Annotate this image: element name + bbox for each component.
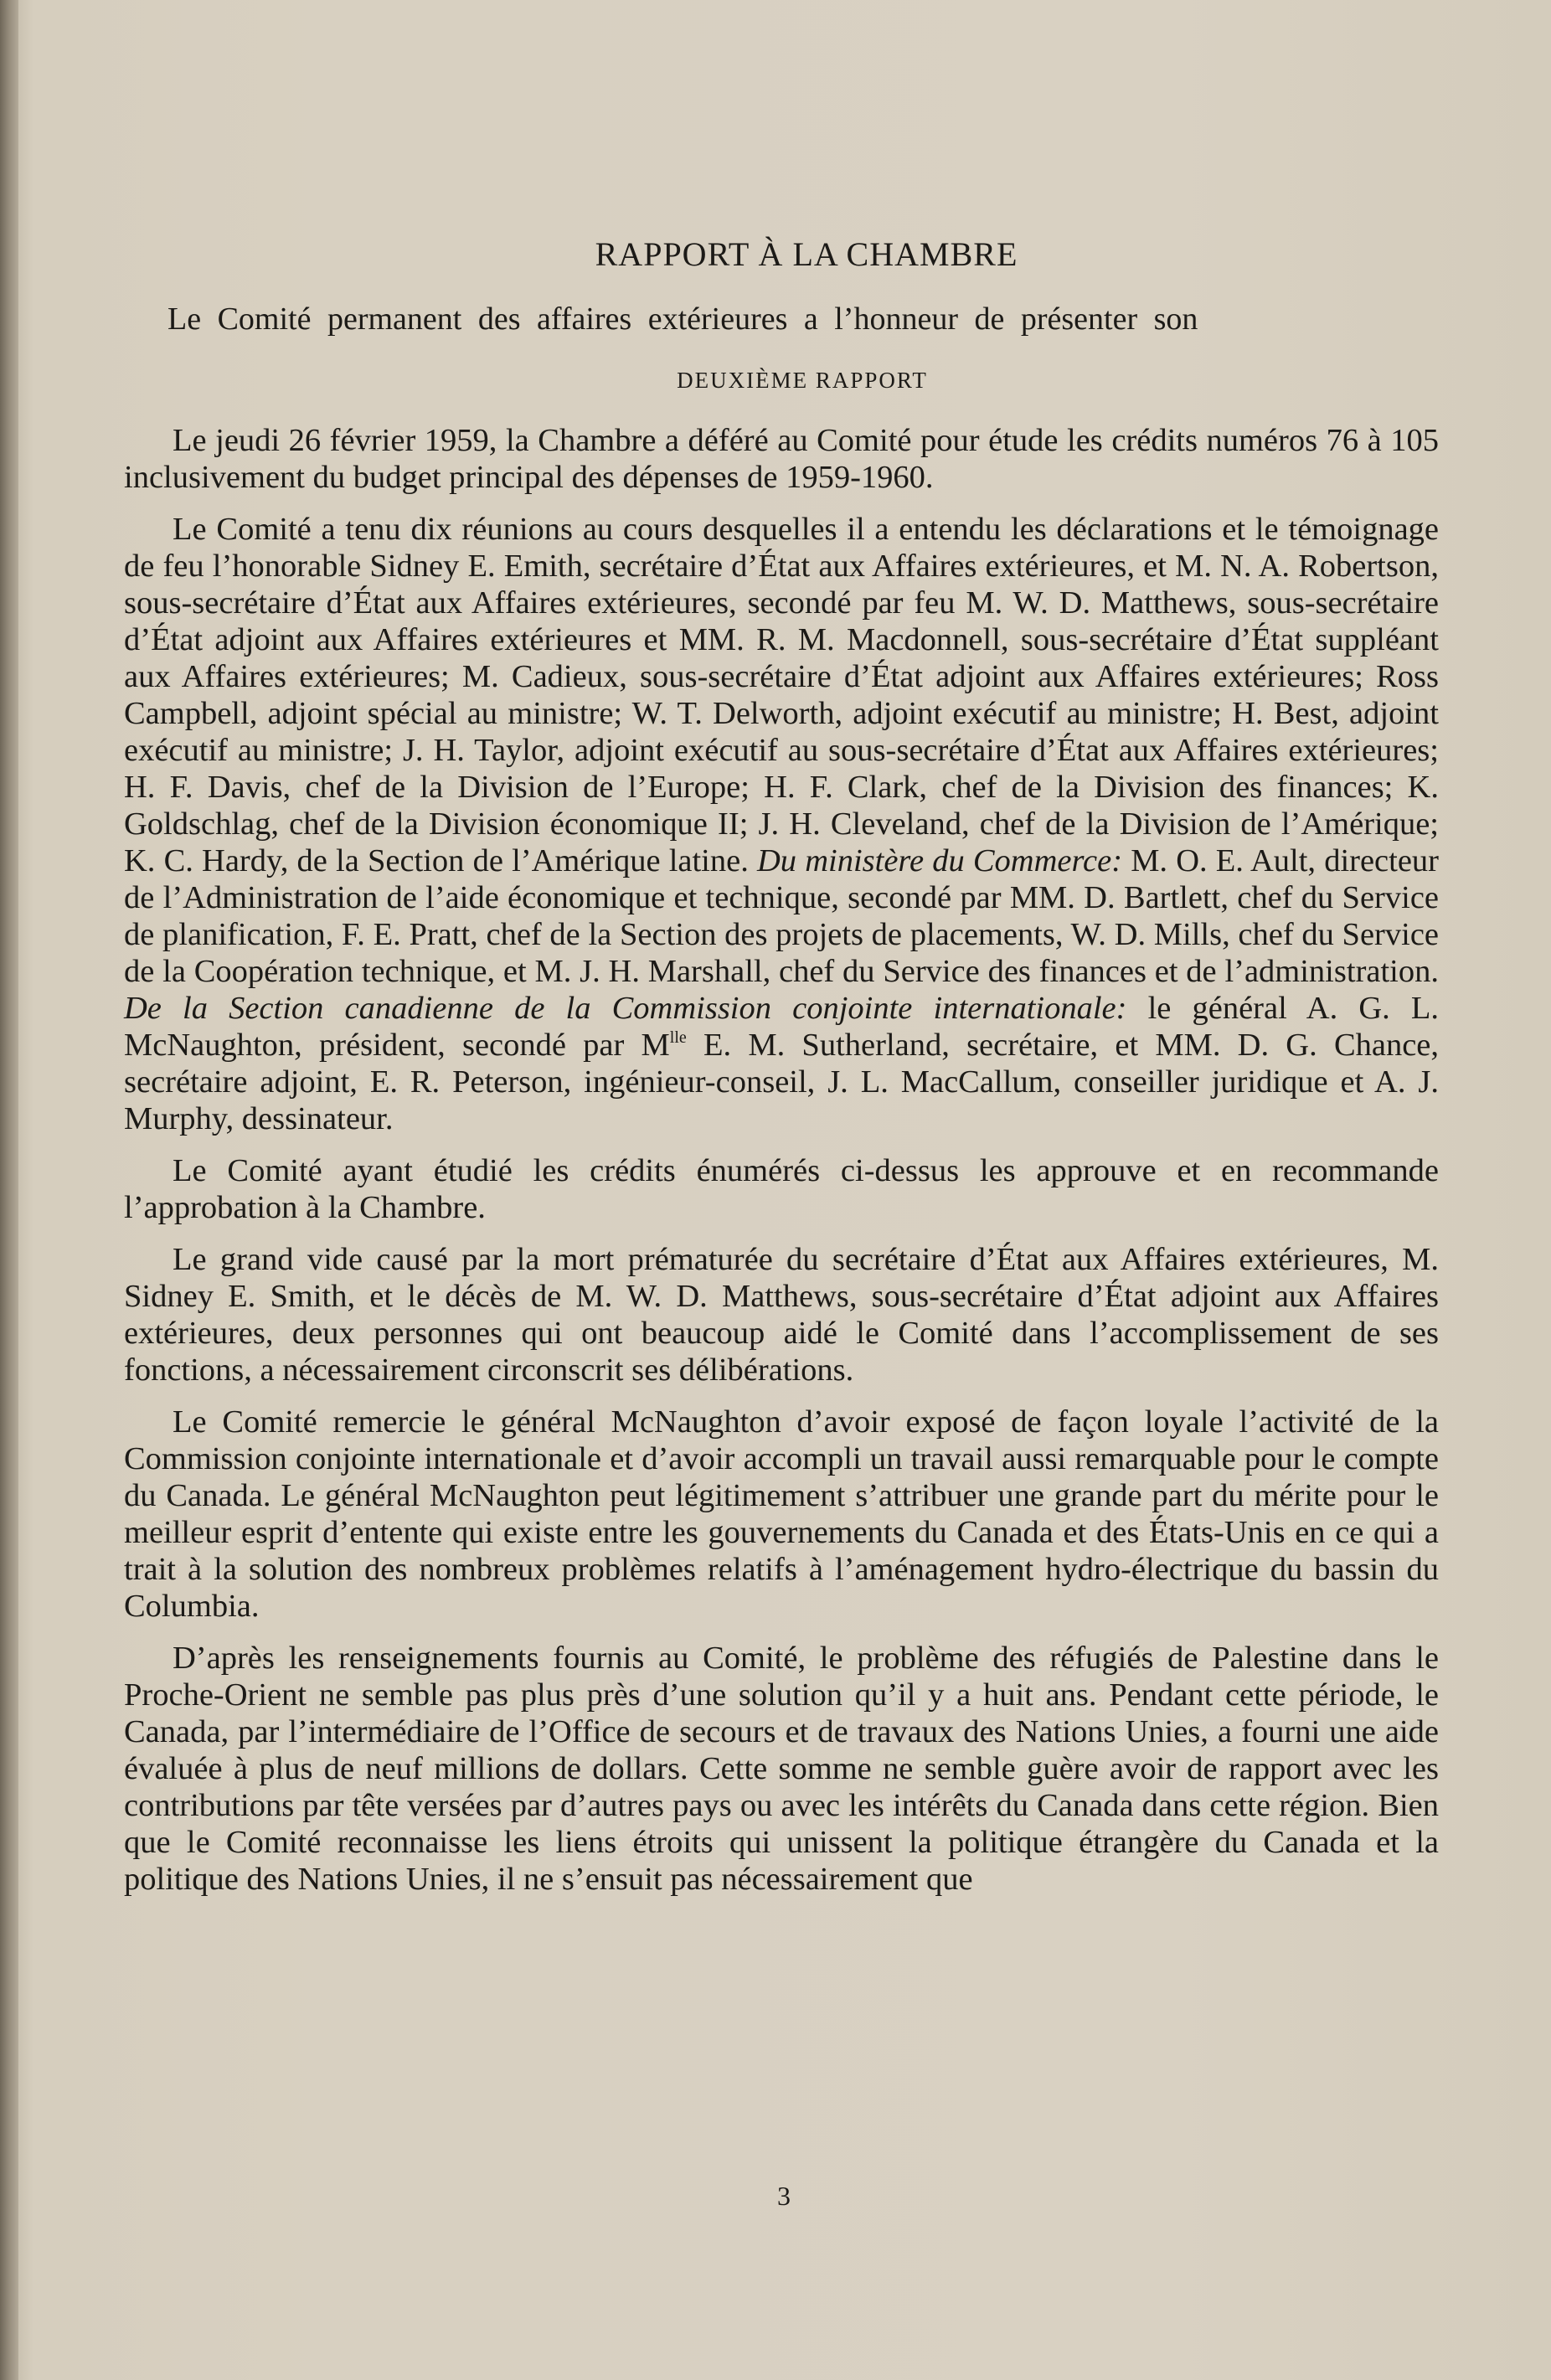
paragraph-refugees: D’après les renseignements fournis au Comité, le problème des réfugiés de Palestine dans le Proche-Orient ne semble pas plus près d’une solution qu’il y a huit ans. Pendant cette période, le Canada, par l’intermédiaire de l’Office de secours et de travaux des Nations Unies, a fourni une aide évaluée à plus de neuf millions de dollars. Cette somme ne semble guère avoir de rapport avec les contributions par tête versées par d’autres pays ou avec les intérêts du Canada dans cette région. Bien que le Comité reconnaisse les liens étroits qui unissent la politique étrangère du Canada et la politique des Nations Unies, il ne s’ensuit pas nécessairement que	[124, 1641, 1439, 1897]
witnesses-text-3: le général A. G. L. McNaughton, président, secondé par M	[124, 991, 1440, 1063]
report-body	[124, 234, 1439, 1913]
report-title: RAPPORT À LA CHAMBRE	[595, 235, 1018, 273]
witnesses-superscript: lle	[669, 1028, 687, 1047]
paragraph-loss: Le grand vide causé par la mort prématurée du secrétaire d’État aux Affaires extérieures, M. Sidney E. Smith, et le décès de M. W. D. Matthews, sous-secrétaire d’État adjoint aux Affaires extérieures, deux personnes qui ont beaucoup aidé le Comité dans l’accomplissement de ses fonctions, a nécessairement circonscrit ses délibérations.	[124, 1242, 1439, 1388]
paragraph-approval: Le Comité ayant étudié les crédits énumérés ci-dessus les approuve et en recommande l’approbation à la Chambre.	[124, 1153, 1439, 1225]
witnesses-commission-heading: De la Section canadienne de la Commission conjointe internationale:	[124, 991, 1127, 1026]
page-binding-edge	[0, 0, 18, 2380]
paragraph-referral: Le jeudi 26 février 1959, la Chambre a déféré au Comité pour étude les crédits numéros 76 à 105 inclusivement du budget principal des dépenses de 1959-1960.	[124, 423, 1439, 495]
witnesses-text-2: M. O. E. Ault, directeur de l’Administration de l’aide économique et technique, secondé par MM. D. Bartlett, chef du Service de planification, F. E. Pratt, chef de la Section des projets de placements, W. D. Mills, chef du Service de la Coopération technique, et M. J. H. Marshall, chef du Service des finances et de l’administration.	[124, 843, 1439, 989]
report-intro: Le Comité permanent des affaires extérieures a l’honneur de présenter son	[167, 301, 1198, 337]
report-subtitle: DEUXIÈME RAPPORT	[677, 368, 928, 393]
paragraph-mcnaughton: Le Comité remercie le général McNaughton d’avoir exposé de façon loyale l’activité de la Commission conjointe internationale et d’avoir accompli un travail aussi remarquable pour le compte du Canada. Le général McNaughton peut légitimement s’attribuer une grande part du mérite pour le meilleur esprit d’entente qui existe entre les gouvernements du Canada et des États-Unis en ce qui a trait à la solution des nombreux problèmes relatifs à l’aménagement hydro-électrique du bassin du Columbia.	[124, 1404, 1439, 1624]
witnesses-commerce-heading: Du ministère du Commerce:	[757, 843, 1123, 878]
witnesses-text-4: E. M. Sutherland, secrétaire, et MM. D. G. Chance, secrétaire adjoint, E. R. Peterson, ingénieur-conseil, J. L. MacCallum, conseiller juridique et A. J. Murphy, dessinateur.	[124, 1028, 1440, 1136]
page-number: 3	[777, 2181, 791, 2211]
paragraph-witnesses	[124, 511, 1439, 1137]
witnesses-text-1: Le Comité a tenu dix réunions au cours desquelles il a entendu les déclarations et le témoignage de feu l’honorable Sidney E. Emith, secrétaire d’État aux Affaires extérieures, et M. N. A. Robertson, sous-secrétaire d’État aux Affaires extérieures, secondé par feu M. W. D. Matthews, sous-secrétaire d’État adjoint aux Affaires extérieures et MM. R. M. Macdonnell, sous-secrétaire d’État suppléant aux Affaires extérieures; M. Cadieux, sous-secrétaire d’État adjoint aux Affaires extérieures; Ross Campbell, adjoint spécial au ministre; W. T. Delworth, adjoint exécutif au ministre; H. Best, adjoint exécutif au ministre; J. H. Taylor, adjoint exécutif au sous-secrétaire d’État aux Affaires extérieures; H. F. Davis, chef de la Division de l’Europe; H. F. Clark, chef de la Division des finances; K. Goldschlag, chef de la Division économique II; J. H. Cleveland, chef de la Division de l’Amérique; K. C. Hardy, de la Section de l’Amérique latine.	[124, 512, 1439, 878]
